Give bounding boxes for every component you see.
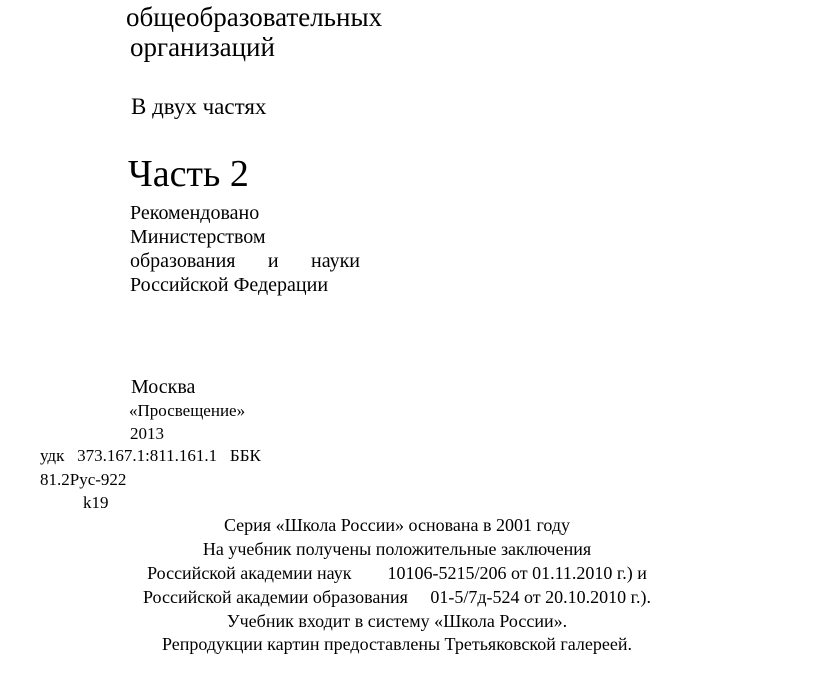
recommended-word-2: и [267, 250, 279, 272]
publisher-year: 2013 [130, 424, 164, 443]
recommended-word-1: образования [130, 250, 236, 272]
udk-code: удк 373.167.1:811.161.1 ББК [40, 446, 261, 465]
note-line-5: Учебник входит в систему «Школа России». [226, 611, 568, 631]
title-line-1: общеобразовательных [126, 2, 383, 32]
recommended-line-4: Российской Федерации [130, 274, 329, 296]
note-line-4: Российской академии образования 01-5/7д-524 от 20.10.2010 г.). [142, 587, 652, 607]
k-code: k19 [83, 493, 109, 512]
parts-count: В двух частях [131, 94, 267, 119]
recommended-line-1: Рекомендовано [130, 202, 260, 224]
title-line-2: организаций [130, 32, 275, 62]
note-line-6: Репродукции картин предоставлены Третьяковской галереей. [162, 634, 632, 654]
note-line-1: Серия «Школа России» основана в 2001 году [223, 515, 571, 535]
recommended-line-3 [130, 251, 360, 271]
recommended-word-3: науки [311, 250, 360, 272]
part-number: Часть 2 [128, 153, 249, 195]
recommended-line-2: Министерством [130, 226, 266, 248]
publisher-city: Москва [131, 376, 196, 398]
bbk-code: 81.2Рус-922 [40, 470, 127, 489]
publisher-name: «Просвещение» [129, 401, 246, 420]
note-line-3: Российской академии наук 10106-5215/206 от 01.11.2010 г.) и [147, 563, 647, 583]
note-line-2: На учебник получены положительные заключения [202, 539, 592, 559]
